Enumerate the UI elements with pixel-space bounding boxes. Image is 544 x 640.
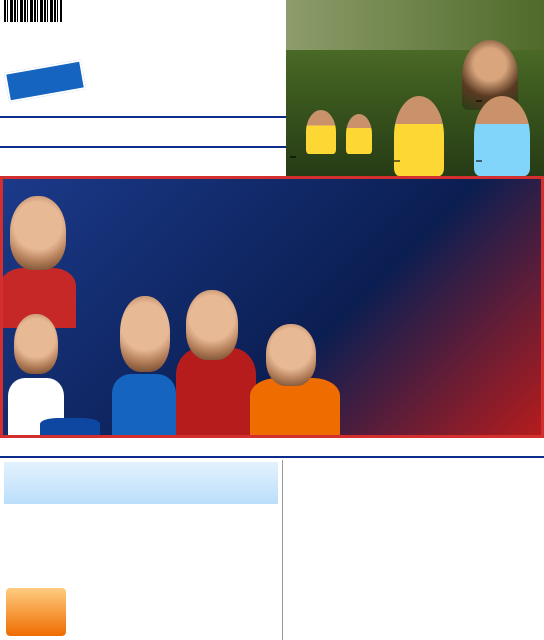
odds-row xyxy=(148,586,282,596)
main-story-frame xyxy=(0,176,544,438)
odds-row xyxy=(4,547,278,557)
separator xyxy=(0,146,286,148)
odds-row xyxy=(286,472,542,482)
caption-messi xyxy=(476,160,482,162)
barcode-bars xyxy=(4,0,62,22)
top-photo xyxy=(286,0,544,176)
top-photo-sky xyxy=(286,0,544,50)
odds-row xyxy=(286,501,542,511)
odds-row xyxy=(148,576,282,586)
player-figure xyxy=(474,96,530,176)
odds-row xyxy=(286,491,542,501)
odds-row xyxy=(286,598,542,608)
player-figure xyxy=(306,110,336,154)
odds-row xyxy=(4,537,278,547)
odds-row xyxy=(286,569,542,579)
odds-row xyxy=(286,462,542,472)
player-figure xyxy=(394,96,444,176)
odds-row xyxy=(286,520,542,530)
odds-row xyxy=(286,617,542,627)
odds-row xyxy=(286,530,542,540)
odds-logo-box xyxy=(4,462,278,504)
news-strip xyxy=(0,438,544,458)
odds-row xyxy=(286,549,542,559)
odds-row xyxy=(286,481,542,491)
barcode xyxy=(2,0,64,32)
caption-coutinho xyxy=(394,160,400,162)
odds-row xyxy=(286,637,542,640)
kids-ad-image xyxy=(6,588,66,636)
odds-row xyxy=(286,511,542,521)
odds-row xyxy=(286,540,542,550)
odds-row xyxy=(286,588,542,598)
odds-row xyxy=(4,527,278,537)
caption-suarez xyxy=(476,100,482,102)
odds-row xyxy=(4,556,278,566)
photo-caption xyxy=(290,156,296,158)
odds-row xyxy=(148,566,282,576)
separator xyxy=(0,116,286,118)
player-figure xyxy=(346,114,372,154)
